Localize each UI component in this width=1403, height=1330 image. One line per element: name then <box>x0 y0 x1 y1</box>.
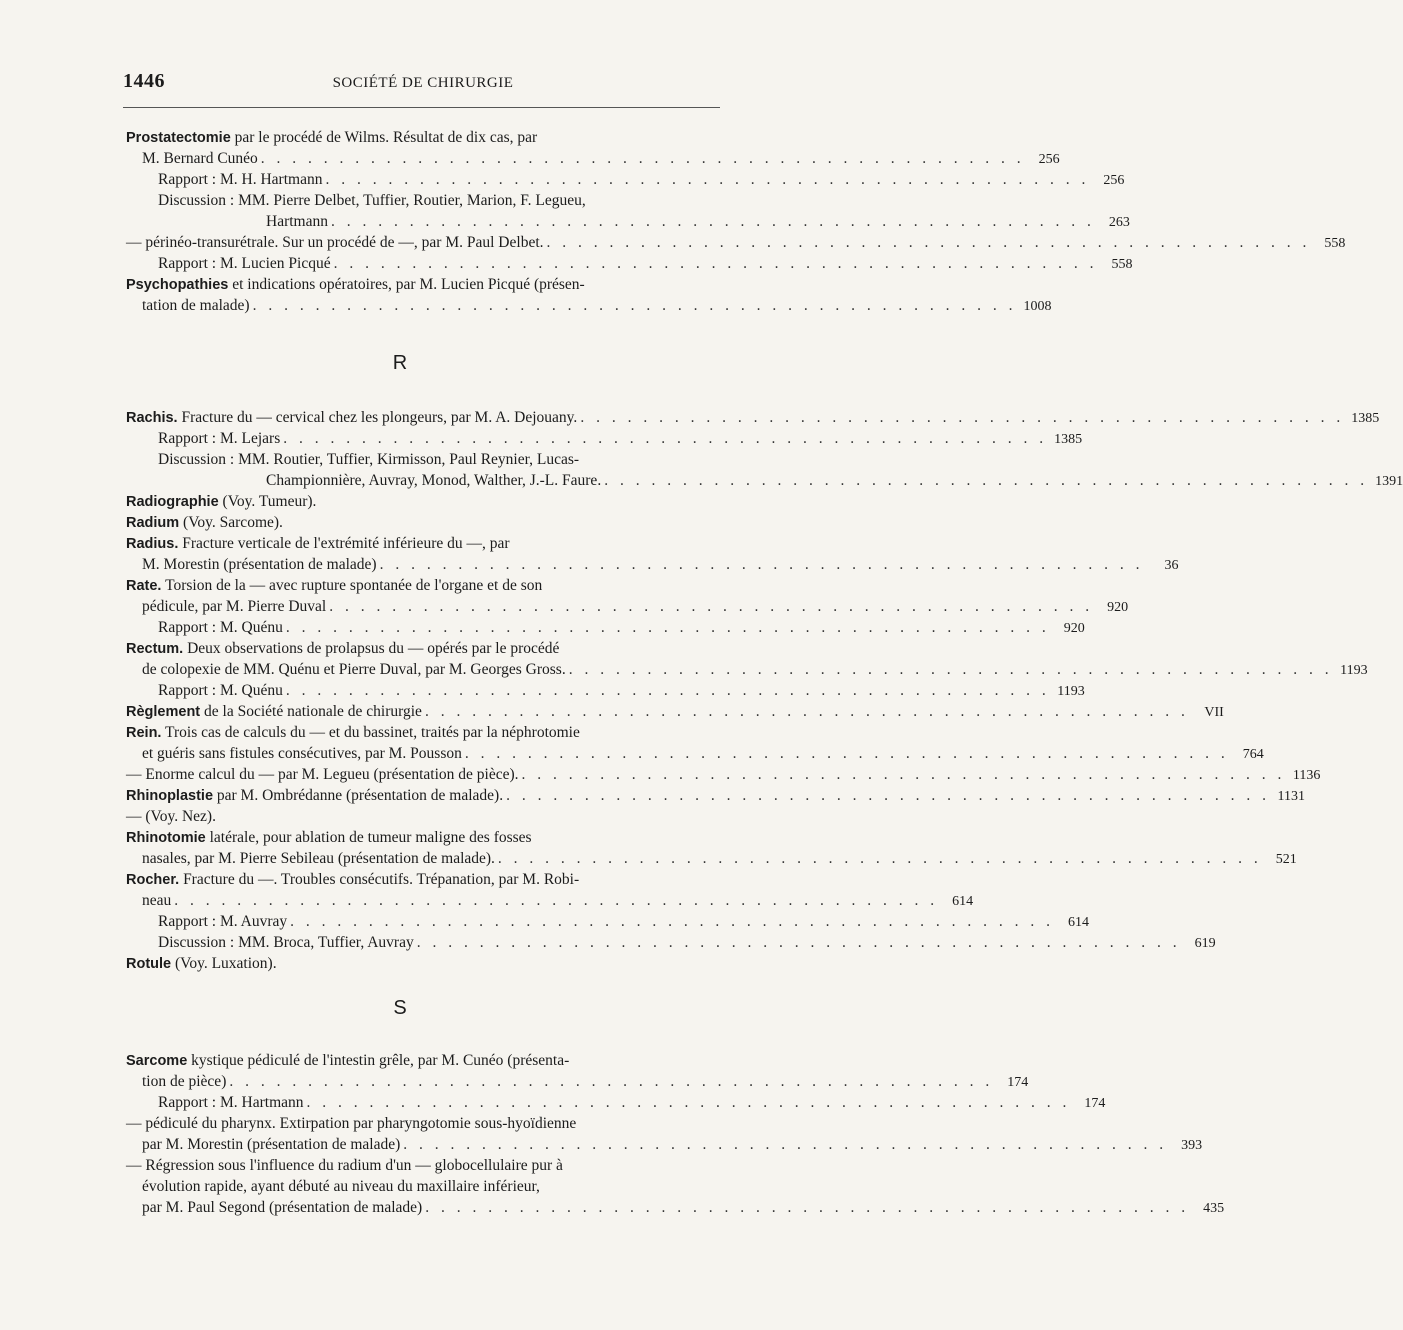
leader-dots: . . . . . . . . . . . . . . . . . . . . . . . . . . . . . . . . . . . . . . . . . . . . . . . . . <box>506 787 1270 804</box>
entry-text: tation de malade) <box>142 297 250 314</box>
index-entry-heading-line <box>126 127 720 148</box>
index-entry-line <box>126 1197 1225 1218</box>
entry-heading: Rectum. <box>126 641 184 657</box>
leader-dots: . . . . . . . . . . . . . . . . . . . . . . . . . . . . . . . . . . . . . . . . . . . . . . . . . <box>379 556 1144 573</box>
index-entry-heading-line <box>126 491 720 512</box>
index-entry-line <box>126 764 1321 785</box>
entry-text: Discussion : MM. Routier, Tuffier, Kirmisson, Paul Reynier, Lucas- <box>158 451 580 468</box>
entry-text: latérale, pour ablation de tumeur maligne des fosses <box>205 829 532 846</box>
entry-heading: Rocher. <box>126 872 180 888</box>
entry-text: Deux observations de prolapsus du — opérés par le procédé <box>183 640 560 657</box>
page-ref: 1131 <box>1277 789 1305 804</box>
page-ref: 263 <box>1108 215 1130 230</box>
leader-dots: . . . . . . . . . . . . . . . . . . . . . . . . . . . . . . . . . . . . . . . . . . . . . . . . . <box>285 682 1050 699</box>
index-entry-line <box>126 295 1052 316</box>
leader-dots: . . . . . . . . . . . . . . . . . . . . . . . . . . . . . . . . . . . . . . . . . . . . . . . . . <box>229 1073 994 1090</box>
index-entry-heading-line <box>126 1050 720 1071</box>
index-entry-line <box>126 211 1130 232</box>
entry-text: — Enorme calcul du — par M. Legueu (présentation de pièce). <box>126 766 519 783</box>
entry-heading: Rachis. <box>126 410 178 426</box>
page-ref: 920 <box>1107 600 1129 615</box>
page-ref: 174 <box>1007 1075 1029 1090</box>
entry-text: Trois cas de calculs du — et du bassinet, traités par la néphrotomie <box>161 724 580 741</box>
entry-text: Rapport : M. Lucien Picqué <box>158 255 331 272</box>
index-entry-line <box>126 680 1085 701</box>
entry-text: Discussion : MM. Broca, Tuffier, Auvray <box>158 934 414 951</box>
entry-text: — (Voy. Nez). <box>126 808 216 825</box>
page-ref: 1385 <box>1054 432 1083 447</box>
page-ref: 920 <box>1063 621 1085 636</box>
page-ref: 1385 <box>1351 411 1380 426</box>
leader-dots: . . . . . . . . . . . . . . . . . . . . . . . . . . . . . . . . . . . . . . . . . . . . . . . . . <box>329 598 1094 615</box>
index-entry-line <box>126 890 974 911</box>
page-ref: 393 <box>1181 1138 1203 1153</box>
index-entry-line <box>126 848 1297 869</box>
entry-heading: Psychopathies <box>126 277 229 293</box>
page-ref: 256 <box>1103 173 1125 188</box>
index-entry-heading-line <box>126 512 720 533</box>
entry-text: Discussion : MM. Pierre Delbet, Tuffier, Routier, Marion, F. Legueu, <box>158 192 586 209</box>
leader-dots: . . . . . . . . . . . . . . . . . . . . . . . . . . . . . . . . . . . . . . . . . . . . . . . . . <box>306 1094 1071 1111</box>
index-section-r <box>126 407 1403 974</box>
entry-text: Rapport : M. Quénu <box>158 619 283 636</box>
leader-dots: . . . . . . . . . . . . . . . . . . . . . . . . . . . . . . . . . . . . . . . . . . . . . . . . . <box>580 409 1345 426</box>
entry-text: Rapport : M. Lejars <box>158 430 281 447</box>
index-entry-line <box>126 148 1060 169</box>
entry-text: Rapport : M. Auvray <box>158 913 288 930</box>
index-entry-line <box>126 1071 1029 1092</box>
entry-text: par le procédé de Wilms. Résultat de dix cas, par <box>230 129 538 146</box>
index-entry-heading-line <box>126 869 720 890</box>
entry-text: de la Société nationale de chirurgie <box>200 703 422 720</box>
leader-dots: . . . . . . . . . . . . . . . . . . . . . . . . . . . . . . . . . . . . . . . . . . . . . . . . . <box>546 234 1311 251</box>
page-ref: 1136 <box>1292 768 1321 783</box>
index-entry-line <box>126 617 1085 638</box>
index-section-p <box>126 127 1346 316</box>
entry-text: Fracture du — cervical chez les plongeurs, par M. A. Dejouany. <box>177 409 578 426</box>
leader-dots: . . . . . . . . . . . . . . . . . . . . . . . . . . . . . . . . . . . . . . . . . . . . . . . . . <box>283 430 1048 447</box>
page-ref: 619 <box>1194 936 1216 951</box>
entry-text: (Voy. Sarcome). <box>179 514 283 531</box>
leader-dots: . . . . . . . . . . . . . . . . . . . . . . . . . . . . . . . . . . . . . . . . . . . . . . . . . <box>252 297 1017 314</box>
index-entry-line <box>126 232 1346 253</box>
page-ref: 36 <box>1164 558 1179 573</box>
page-ref: 558 <box>1111 257 1133 272</box>
leader-dots: . . . . . . . . . . . . . . . . . . . . . . . . . . . . . . . . . . . . . . . . . . . . . . . . . <box>416 934 1181 951</box>
page-ref: 435 <box>1203 1201 1225 1216</box>
index-entry-heading-line <box>126 722 720 743</box>
index-entry-line <box>126 1092 1106 1113</box>
page-header <box>123 70 723 98</box>
entry-heading: Sarcome <box>126 1053 188 1069</box>
page-ref: 614 <box>1068 915 1090 930</box>
entry-text: par M. Ombrédanne (présentation de malade). <box>213 787 504 804</box>
index-entry-line <box>126 449 720 470</box>
entry-text: Fracture du —. Troubles consécutifs. Trépanation, par M. Robi- <box>179 871 580 888</box>
leader-dots: . . . . . . . . . . . . . . . . . . . . . . . . . . . . . . . . . . . . . . . . . . . . . . . . . <box>333 255 1098 272</box>
entry-heading: Radiographie <box>126 494 219 510</box>
entry-text: M. Bernard Cunéo <box>142 150 258 167</box>
index-entry-line <box>126 743 1264 764</box>
leader-dots: . . . . . . . . . . . . . . . . . . . . . . . . . . . . . . . . . . . . . . . . . . . . . . . . . <box>425 1199 1190 1216</box>
index-entry-line <box>126 428 1083 449</box>
leader-dots: . . . . . . . . . . . . . . . . . . . . . . . . . . . . . . . . . . . . . . . . . . . . . . . . . <box>568 661 1333 678</box>
page-ref: 174 <box>1084 1096 1106 1111</box>
entry-text: par M. Morestin (présentation de malade) <box>142 1136 401 1153</box>
index-entry-line <box>126 253 1133 274</box>
entry-text: (Voy. Luxation). <box>171 955 277 972</box>
index-entry-heading-line <box>126 953 720 974</box>
entry-text: et indications opératoires, par M. Lucien Picqué (présen- <box>228 276 585 293</box>
page-ref: 1193 <box>1340 663 1368 678</box>
entry-text: évolution rapide, ayant débuté au niveau du maxillaire inférieur, <box>142 1178 540 1195</box>
index-section-s <box>126 1050 1225 1218</box>
entry-text: tion de pièce) <box>142 1073 227 1090</box>
index-entry-line <box>126 470 1403 491</box>
page-ref: 1391 <box>1375 474 1403 489</box>
entry-text: Rapport : M. H. Hartmann <box>158 171 323 188</box>
index-entry-line <box>126 596 1129 617</box>
index-entry-heading-line <box>126 533 720 554</box>
entry-text: kystique pédiculé de l'intestin grêle, par M. Cunéo (présenta- <box>187 1052 570 1069</box>
leader-dots: . . . . . . . . . . . . . . . . . . . . . . . . . . . . . . . . . . . . . . . . . . . . . . . . . <box>290 913 1055 930</box>
entry-text: neau <box>142 892 172 909</box>
entry-heading: Rhinotomie <box>126 830 206 846</box>
leader-dots: . . . . . . . . . . . . . . . . . . . . . . . . . . . . . . . . . . . . . . . . . . . . . . . . . <box>604 472 1369 489</box>
index-entry-line <box>126 659 1368 680</box>
entry-text: et guéris sans fistules consécutives, par M. Pousson <box>142 745 462 762</box>
entry-heading: Radium <box>126 515 180 531</box>
entry-heading: Rein. <box>126 725 162 741</box>
entry-text: Hartmann <box>266 213 328 230</box>
page-ref: 614 <box>952 894 974 909</box>
index-entry-heading-line <box>126 638 720 659</box>
leader-dots: . . . . . . . . . . . . . . . . . . . . . . . . . . . . . . . . . . . . . . . . . . . . . . . . . <box>330 213 1095 230</box>
index-entry-heading-line <box>126 274 720 295</box>
leader-dots: . . . . . . . . . . . . . . . . . . . . . . . . . . . . . . . . . . . . . . . . . . . . . . . . . <box>521 766 1286 783</box>
entry-text: M. Morestin (présentation de malade) <box>142 556 377 573</box>
index-entry-line <box>126 1176 720 1197</box>
leader-dots: . . . . . . . . . . . . . . . . . . . . . . . . . . . . . . . . . . . . . . . . . . . . . . . . . <box>174 892 939 909</box>
section-letter-r: R <box>392 352 408 374</box>
index-entry-line <box>126 1134 1203 1155</box>
entry-text: pédicule, par M. Pierre Duval <box>142 598 327 615</box>
page-ref: VII <box>1204 705 1224 720</box>
index-entry-line <box>126 785 1305 806</box>
entry-text: Rapport : M. Hartmann <box>158 1094 304 1111</box>
entry-text: Torsion de la — avec rupture spontanée de l'organe et de son <box>161 577 543 594</box>
entry-text: (Voy. Tumeur). <box>218 493 317 510</box>
leader-dots: . . . . . . . . . . . . . . . . . . . . . . . . . . . . . . . . . . . . . . . . . . . . . . . . . <box>403 1136 1168 1153</box>
section-letter-s: S <box>393 997 407 1019</box>
entry-heading: Radius. <box>126 536 179 552</box>
index-entry-line <box>126 806 720 827</box>
index-entry-line <box>126 190 720 211</box>
index-entry-heading-line <box>126 575 720 596</box>
entry-heading: Prostatectomie <box>126 130 231 146</box>
index-entry-line <box>126 1113 720 1134</box>
page-ref: 1193 <box>1057 684 1085 699</box>
leader-dots: . . . . . . . . . . . . . . . . . . . . . . . . . . . . . . . . . . . . . . . . . . . . . . . . . <box>260 150 1025 167</box>
leader-dots: . . . . . . . . . . . . . . . . . . . . . . . . . . . . . . . . . . . . . . . . . . . . . . . . . <box>424 703 1189 720</box>
index-entry-line <box>126 407 1380 428</box>
running-title: SOCIÉTÉ DE CHIRURGIE <box>332 75 514 91</box>
header-rule <box>123 107 720 108</box>
leader-dots: . . . . . . . . . . . . . . . . . . . . . . . . . . . . . . . . . . . . . . . . . . . . . . . . . <box>497 850 1262 867</box>
entry-heading: Règlement <box>126 704 201 720</box>
page-ref: 1008 <box>1023 299 1052 314</box>
entry-text: de colopexie de MM. Quénu et Pierre Duval, par M. Georges Gross. <box>142 661 566 678</box>
entry-text: — pédiculé du pharynx. Extirpation par pharyngotomie sous-hyoïdienne <box>126 1115 577 1132</box>
entry-text: Championnière, Auvray, Monod, Walther, J.-L. Faure. <box>266 472 602 489</box>
index-entry-line <box>126 1155 720 1176</box>
entry-text: — périnéo-transurétrale. Sur un procédé de —, par M. Paul Delbet. <box>126 234 544 251</box>
index-entry-heading-line <box>126 827 720 848</box>
leader-dots: . . . . . . . . . . . . . . . . . . . . . . . . . . . . . . . . . . . . . . . . . . . . . . . . . <box>285 619 1050 636</box>
entry-text: — Régression sous l'influence du radium d'un — globocellulaire pur à <box>126 1157 563 1174</box>
entry-text: Rapport : M. Quénu <box>158 682 283 699</box>
page-ref: 558 <box>1324 236 1346 251</box>
entry-heading: Rhinoplastie <box>126 788 214 804</box>
entry-heading: Rotule <box>126 956 172 972</box>
page-ref: 764 <box>1242 747 1264 762</box>
entry-heading: Rate. <box>126 578 162 594</box>
page-ref: 521 <box>1275 852 1297 867</box>
index-entry-line <box>126 911 1090 932</box>
entry-text: nasales, par M. Pierre Sebileau (présentation de malade). <box>142 850 495 867</box>
index-entry-line <box>126 932 1216 953</box>
page-number: 1446 <box>123 70 165 92</box>
page-ref: 256 <box>1038 152 1060 167</box>
index-entry-line <box>126 554 1179 575</box>
leader-dots: . . . . . . . . . . . . . . . . . . . . . . . . . . . . . . . . . . . . . . . . . . . . . . . . . <box>325 171 1090 188</box>
index-entry-line <box>126 701 1224 722</box>
leader-dots: . . . . . . . . . . . . . . . . . . . . . . . . . . . . . . . . . . . . . . . . . . . . . . . . . <box>464 745 1229 762</box>
index-entry-line <box>126 169 1125 190</box>
entry-text: par M. Paul Segond (présentation de malade) <box>142 1199 423 1216</box>
entry-text: Fracture verticale de l'extrémité inférieure du —, par <box>178 535 510 552</box>
